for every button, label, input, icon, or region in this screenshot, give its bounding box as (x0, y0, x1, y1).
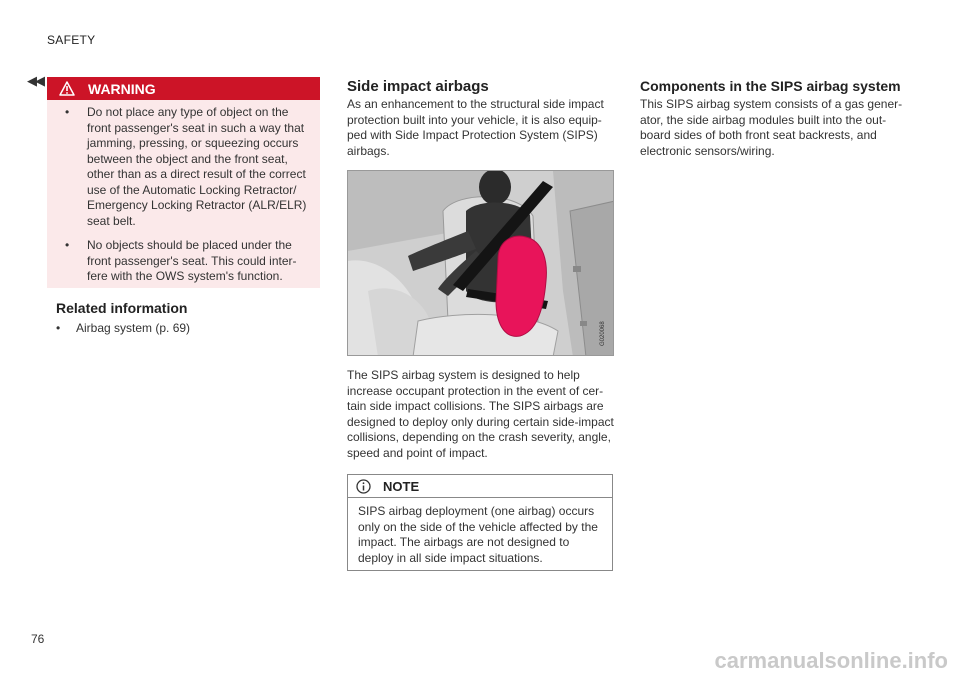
related-information-heading: Related information (56, 300, 188, 316)
side-impact-intro: As an enhancement to the structural side impact protection built into your vehicle, it is also equip-ped with Side Impact Protection System (SIPS) airbags. (347, 97, 604, 158)
warning-list (47, 105, 320, 285)
side-impact-body: The SIPS airbag system is designed to help increase occupant protection in the event of cer-tain side impact collisions. The SIPS airbags are designed to deploy only during certain side-impact collisions, depending on the crash severity, angle, speed and point of impact. (347, 368, 614, 460)
note-box (347, 474, 613, 571)
back-arrows-icon[interactable]: ◀◀ (27, 73, 43, 88)
warning-header (47, 77, 320, 100)
watermark: carmanualsonline.info (714, 648, 948, 673)
bullet-icon: • (65, 105, 70, 119)
related-link-text[interactable]: Airbag system (p. 69) (76, 321, 191, 335)
info-icon (356, 479, 371, 494)
note-text: SIPS airbag deployment (one airbag) occurs only on the side of the vehicle affected by the impact. The airbags are not designed to deploy in all side impact situations. (358, 504, 598, 565)
warning-title: WARNING (88, 80, 156, 97)
components-heading: Components in the SIPS airbag system (640, 78, 901, 94)
warning-text: No objects should be placed under the front passenger's seat. This could inter-fere with the OWS system's function. (87, 238, 297, 283)
bullet-icon: • (56, 321, 61, 335)
airbag-illustration-graphic (348, 171, 614, 356)
warning-text: Do not place any type of object on the front passenger's seat in such a way that jamming, pressing, or squeezing occurs between the object and the front seat, other than as a direct result of the correct use of the Automatic Locking Retractor/ Emergency Locking Retractor (ALR/ELR) seat belt. (87, 105, 307, 228)
components-body: This SIPS airbag system consists of a gas gener-ator, the side airbag modules built into the out-board sides of both front seat backrests, and electronic sensors/wiring. (640, 97, 903, 158)
related-link[interactable] (56, 321, 190, 335)
note-title: NOTE (383, 478, 420, 494)
list-item (47, 238, 320, 285)
bullet-icon: • (65, 238, 70, 252)
sips-airbag-illustration (347, 170, 614, 356)
side-impact-airbags-heading: Side impact airbags (347, 78, 489, 95)
note-header (348, 475, 612, 498)
list-item (47, 105, 320, 229)
section-label: SAFETY (47, 33, 96, 47)
warning-triangle-icon (59, 81, 75, 96)
page-number: 76 (31, 632, 45, 646)
figure-code: G020068 (600, 321, 606, 346)
warning-box (47, 77, 320, 288)
